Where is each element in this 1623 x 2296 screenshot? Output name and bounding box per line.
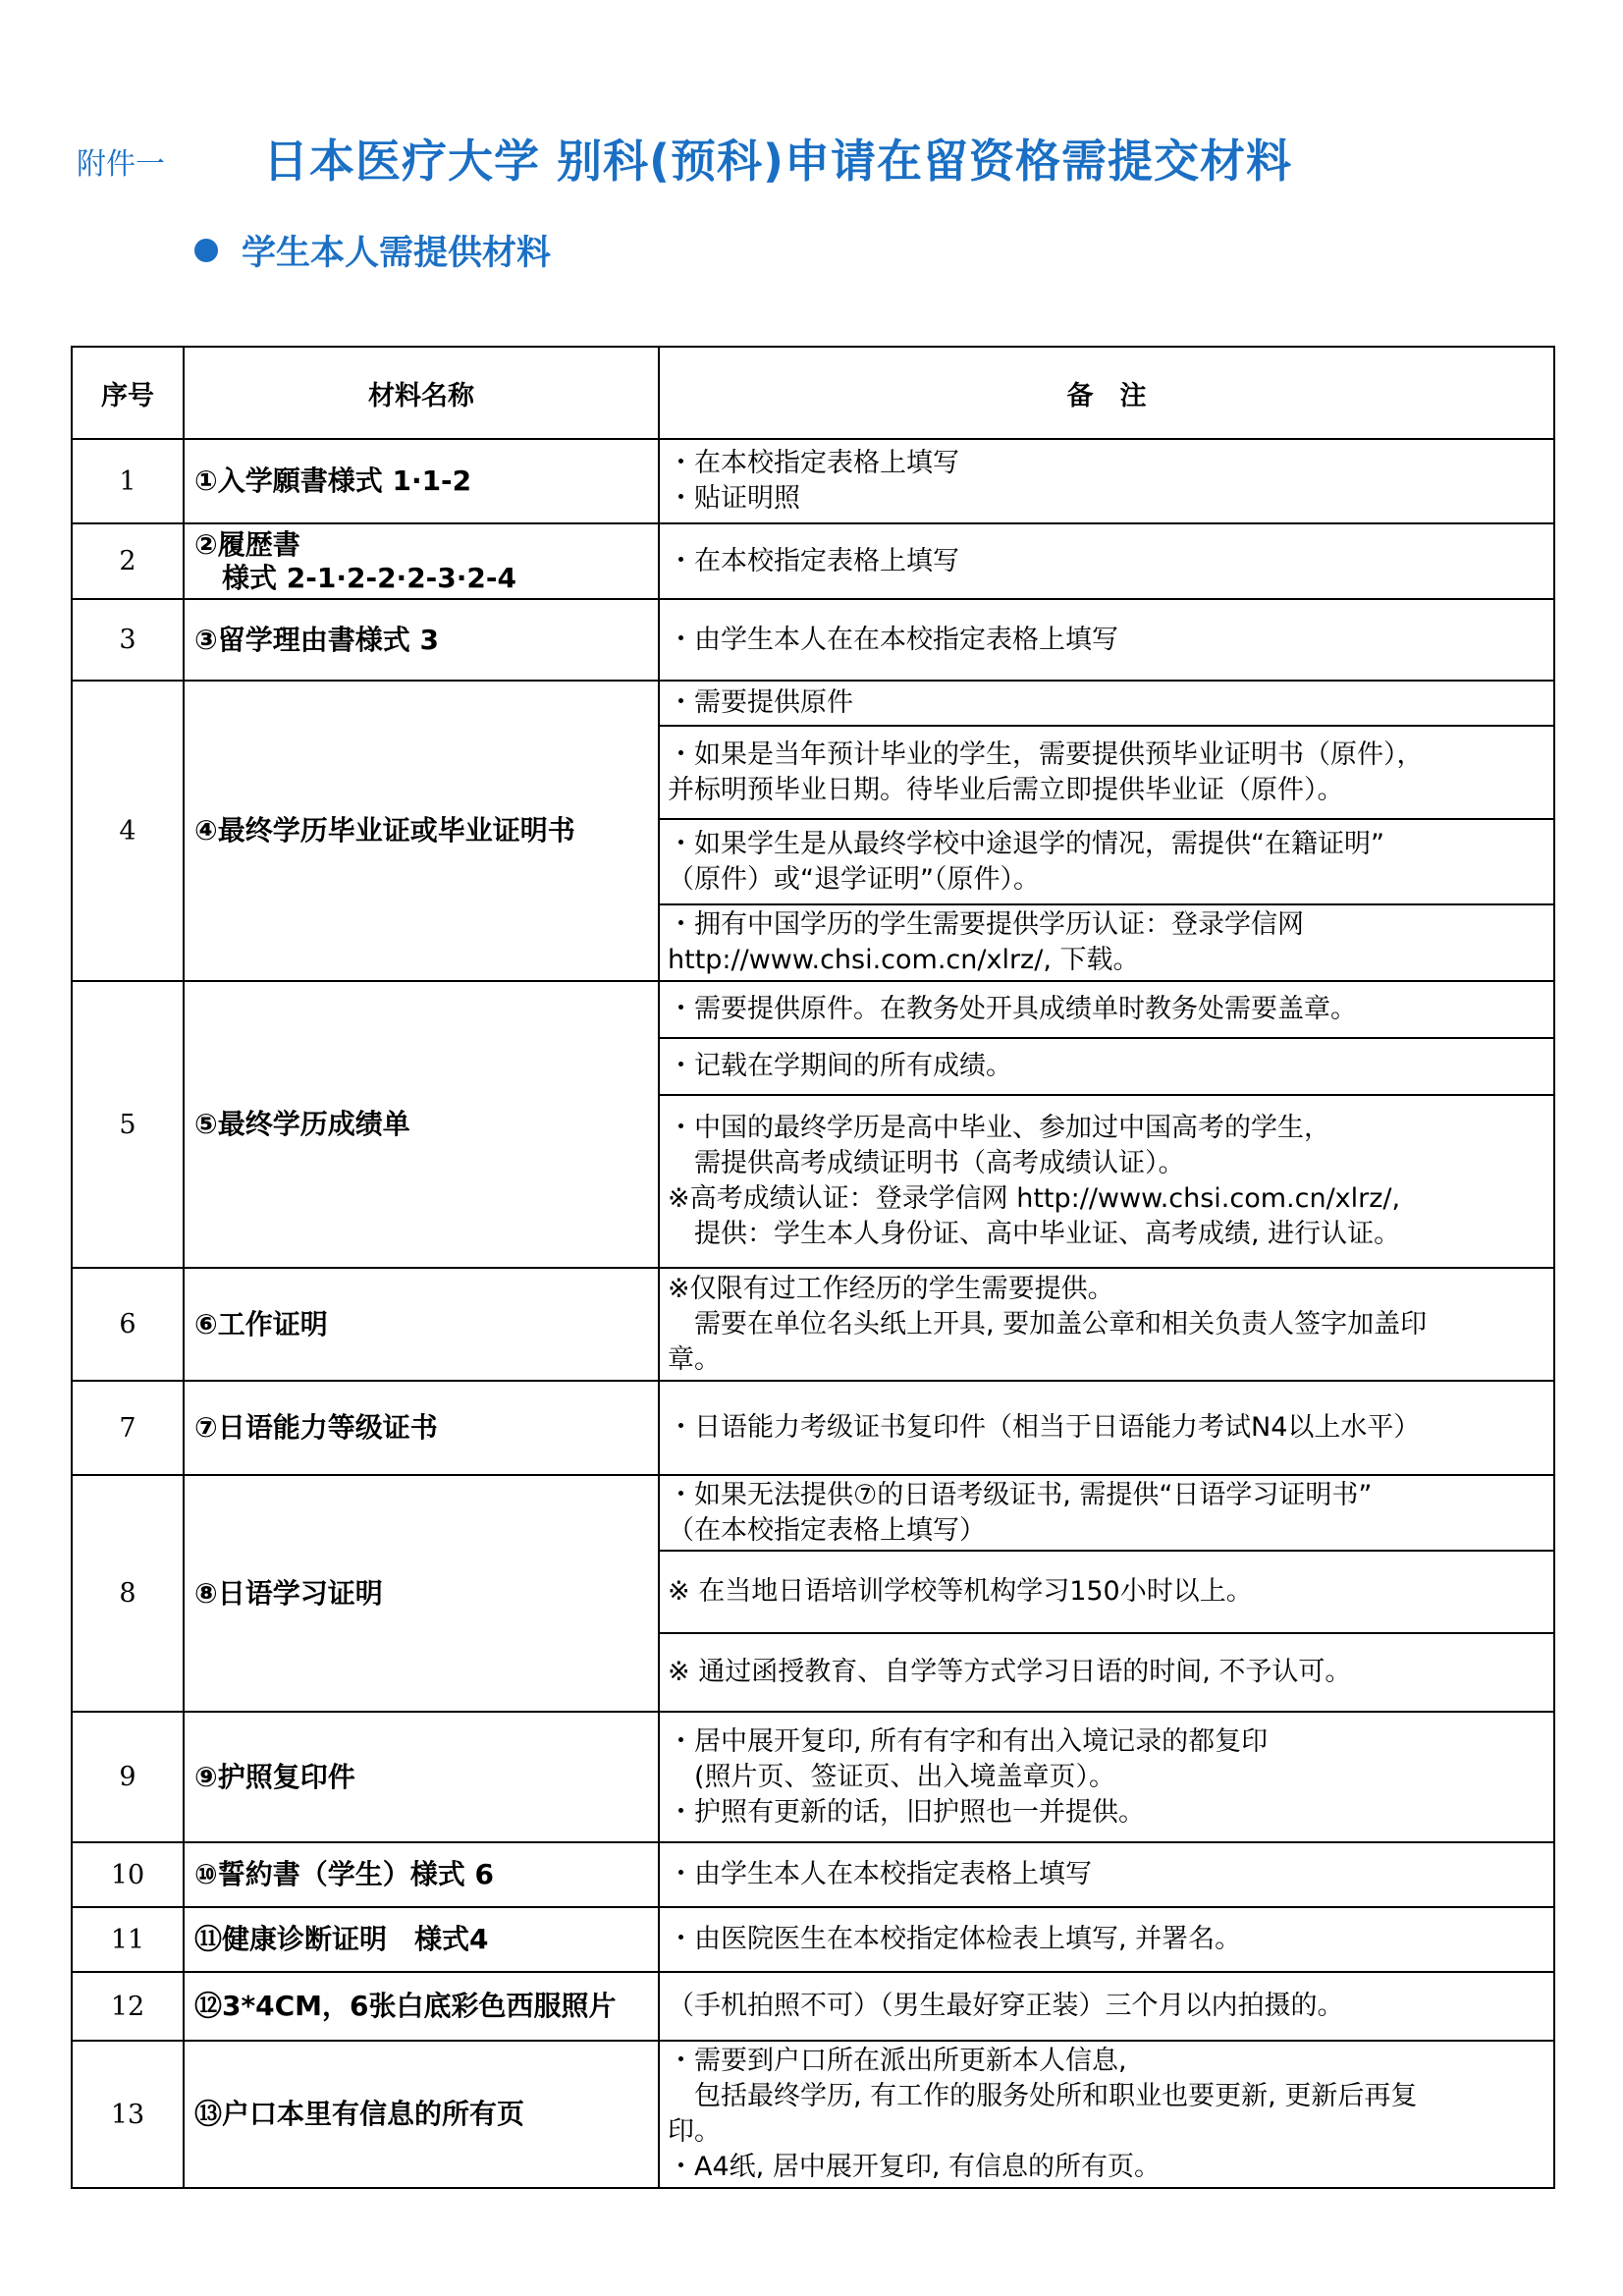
row-number: 7 — [72, 1381, 184, 1475]
note-cell — [659, 1551, 1554, 1633]
note-cell — [659, 1095, 1554, 1268]
material-name-line: ②履歴書 — [194, 527, 300, 561]
note-line: ・在本校指定表格上填写 — [668, 545, 959, 576]
section-heading — [194, 226, 551, 275]
row-number: 2 — [72, 523, 184, 599]
row-number: 4 — [72, 681, 184, 981]
note-cell — [659, 981, 1554, 1038]
material-name-line: ⑦日语能力等级证书 — [194, 1411, 438, 1444]
material-name — [184, 1381, 659, 1475]
row-number: 6 — [72, 1268, 184, 1381]
row-number: 3 — [72, 599, 184, 681]
note-line: 需提供高考成绩证明书（高考成绩认证）。 — [668, 1148, 1185, 1178]
row-number: 9 — [72, 1712, 184, 1842]
note-cell — [659, 681, 1554, 726]
note-cell — [659, 819, 1554, 904]
material-name — [184, 1842, 659, 1907]
material-name-line: ⑩誓約書（学生）様式 6 — [194, 1858, 494, 1890]
material-name-line: ⑫3*4CM，6张白底彩色西服照片 — [194, 1990, 617, 2022]
note-line: ・由学生本人在在本校指定表格上填写 — [668, 624, 1118, 655]
note-cell — [659, 726, 1554, 819]
header-name: 材料名称 — [184, 347, 659, 439]
note-cell — [659, 1972, 1554, 2041]
note-cell — [659, 1842, 1554, 1907]
document-title: 日本医疗大学 别科(预科)申请在留资格需提交材料 — [263, 135, 1293, 188]
row-number: 5 — [72, 981, 184, 1268]
material-name-line: ⑤最终学历成绩单 — [194, 1108, 410, 1140]
material-name-line: ④最终学历毕业证或毕业证明书 — [194, 814, 575, 847]
material-name — [184, 1972, 659, 2041]
note-line: ・如果是当年预计毕业的学生，需要提供预毕业证明书（原件）， — [668, 738, 1424, 770]
row-number: 12 — [72, 1972, 184, 2041]
table-row — [72, 523, 1554, 599]
note-line: （原件）或“退学证明”（原件）。 — [668, 863, 1040, 895]
material-name-line: ⑬户口本里有信息的所有页 — [194, 2098, 525, 2130]
note-line: （手机拍照不可）（男生最好穿正装）三个月以内拍摄的。 — [668, 1991, 1344, 2021]
note-line: ・拥有中国学历的学生需要提供学历认证：登录学信网 — [668, 909, 1304, 940]
table-row — [72, 439, 1554, 523]
material-name — [184, 439, 659, 523]
note-line: 章。 — [668, 1343, 721, 1375]
table-header-row — [72, 347, 1554, 439]
note-line: ※ 通过函授教育、自学等方式学习日语的时间, 不予认可。 — [668, 1657, 1352, 1687]
material-name-line: ⑧日语学习证明 — [194, 1576, 383, 1610]
note-line: 包括最终学历, 有工作的服务处所和职业也要更新, 更新后再复 — [668, 2081, 1418, 2111]
note-cell — [659, 439, 1554, 523]
table-row — [72, 681, 1554, 726]
note-line: ・中国的最终学历是高中毕业、参加过中国高考的学生， — [668, 1113, 1330, 1143]
material-name-line: ⑨护照复印件 — [194, 1760, 355, 1793]
materials-table — [71, 346, 1555, 2189]
table-row — [72, 2041, 1554, 2188]
section-heading-text: 学生本人需提供材料 — [242, 234, 552, 273]
note-cell — [659, 1712, 1554, 1842]
material-name — [184, 1268, 659, 1381]
material-name-line: ⑥工作证明 — [194, 1307, 328, 1340]
note-cell — [659, 904, 1554, 981]
material-name-line: ①入学願書様式 1·1-2 — [194, 465, 472, 497]
note-cell — [659, 1633, 1554, 1712]
note-line: ※ 在当地日语培训学校等机构学习150小时以上。 — [668, 1576, 1253, 1607]
note-line: http://www.chsi.com.cn/xlrz/, 下载。 — [668, 945, 1140, 975]
note-line: 提供：学生本人身份证、高中毕业证、高考成绩, 进行认证。 — [668, 1219, 1401, 1249]
note-cell — [659, 1268, 1554, 1381]
table-row — [72, 1842, 1554, 1907]
note-line: ・在本校指定表格上填写 — [668, 448, 959, 478]
note-line: ・护照有更新的话，旧护照也一并提供。 — [668, 1796, 1145, 1828]
note-line: (照片页、签证页、出入境盖章页）。 — [668, 1761, 1116, 1792]
note-line: ※仅限有过工作经历的学生需要提供。 — [668, 1273, 1114, 1304]
note-line: ・日语能力考级证书复印件（相当于日语能力考试N4以上水平） — [668, 1412, 1421, 1443]
material-name — [184, 599, 659, 681]
material-name-line: ⑪健康诊断证明 様式4 — [194, 1923, 489, 1955]
note-cell — [659, 1907, 1554, 1972]
note-line: ・A4纸, 居中展开复印, 有信息的所有页。 — [668, 2152, 1161, 2182]
note-line: ・贴证明照 — [668, 483, 800, 514]
table-row — [72, 599, 1554, 681]
note-cell — [659, 1475, 1554, 1551]
row-number: 10 — [72, 1842, 184, 1907]
row-number: 13 — [72, 2041, 184, 2188]
row-number: 1 — [72, 439, 184, 523]
table-row — [72, 981, 1554, 1038]
material-name — [184, 1907, 659, 1972]
material-name — [184, 523, 659, 599]
note-line: ・记载在学期间的所有成绩。 — [668, 1051, 1012, 1081]
material-name — [184, 2041, 659, 2188]
table-row — [72, 1268, 1554, 1381]
note-line: （在本校指定表格上填写） — [668, 1514, 986, 1546]
note-line: 需要在单位名头纸上开具, 要加盖公章和相关负责人签字加盖印 — [668, 1308, 1428, 1339]
header-note: 备 注 — [659, 347, 1554, 439]
note-cell — [659, 599, 1554, 681]
annex-label: 附件一 — [77, 147, 165, 182]
material-name — [184, 981, 659, 1268]
note-line: 印。 — [668, 2116, 721, 2147]
note-cell — [659, 523, 1554, 599]
table-row — [72, 1907, 1554, 1972]
note-line: ・居中展开复印, 所有有字和有出入境记录的都复印 — [668, 1725, 1269, 1757]
note-line: ・由学生本人在本校指定表格上填写 — [668, 1859, 1092, 1889]
table-row — [72, 1972, 1554, 2041]
material-name — [184, 681, 659, 981]
note-cell — [659, 1381, 1554, 1475]
note-line: ・由医院医生在本校指定体检表上填写, 并署名。 — [668, 1924, 1242, 1954]
note-line: ・需要提供原件。在教务处开具成绩单时教务处需要盖章。 — [668, 994, 1357, 1024]
table-row — [72, 1381, 1554, 1475]
note-line: 并标明预毕业日期。待毕业后需立即提供毕业证（原件）。 — [668, 774, 1344, 805]
note-line: ・如果无法提供⑦的日语考级证书, 需提供“日语学习证明书” — [668, 1479, 1373, 1510]
note-line: ・需要到户口所在派出所更新本人信息, — [668, 2046, 1127, 2076]
material-name-line: ③留学理由書様式 3 — [194, 623, 439, 656]
table-row — [72, 1475, 1554, 1551]
material-name — [184, 1712, 659, 1842]
note-line: ・需要提供原件 — [668, 687, 853, 718]
note-cell — [659, 2041, 1554, 2188]
row-number: 8 — [72, 1475, 184, 1712]
note-line: ※高考成绩认证：登录学信网 http://www.chsi.com.cn/xlrz/, — [668, 1183, 1401, 1214]
material-name — [184, 1475, 659, 1712]
material-name-line: 様式 2-1·2-2·2-3·2-4 — [194, 561, 517, 594]
bullet-dot-icon — [194, 239, 218, 262]
note-line: ・如果学生是从最终学校中途退学的情况，需提供“在籍证明” — [668, 828, 1384, 859]
note-cell — [659, 1038, 1554, 1095]
header-no: 序号 — [72, 347, 184, 439]
table-body — [72, 439, 1554, 2188]
table-row — [72, 1712, 1554, 1842]
row-number: 11 — [72, 1907, 184, 1972]
